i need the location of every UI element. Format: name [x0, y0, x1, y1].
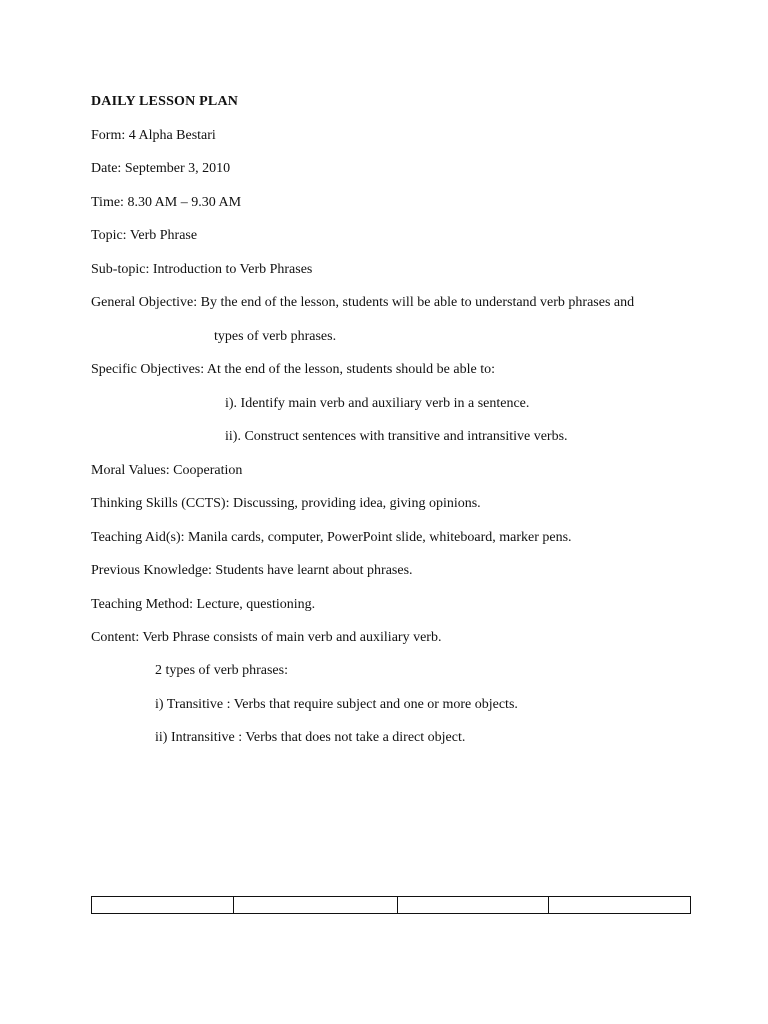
table-row	[92, 897, 691, 914]
content-types-heading: 2 types of verb phrases:	[155, 663, 288, 678]
specific-objectives-intro: Specific Objectives: At the end of the lesson, students should be able to:	[91, 362, 495, 377]
form-line: Form: 4 Alpha Bestari	[91, 128, 216, 143]
table-cell	[398, 897, 549, 914]
teaching-aids-line: Teaching Aid(s): Manila cards, computer, PowerPoint slide, whiteboard, marker pens.	[91, 530, 572, 545]
table-cell	[92, 897, 234, 914]
general-objective-line-2: types of verb phrases.	[214, 329, 337, 344]
specific-objective-item: i). Identify main verb and auxiliary verb in a sentence.	[225, 396, 530, 411]
teaching-method-line: Teaching Method: Lecture, questioning.	[91, 597, 316, 612]
moral-values-line: Moral Values: Cooperation	[91, 463, 243, 478]
time-line: Time: 8.30 AM – 9.30 AM	[91, 195, 242, 210]
content-type-item: ii) Intransitive : Verbs that does not take a direct object.	[155, 730, 466, 745]
thinking-skills-line: Thinking Skills (CCTS): Discussing, providing idea, giving opinions.	[91, 496, 481, 511]
content-type-item: i) Transitive : Verbs that require subject and one or more objects.	[155, 697, 518, 712]
general-objective-line-1: General Objective: By the end of the lesson, students will be able to understand verb phrases and	[91, 295, 635, 310]
specific-objective-item: ii). Construct sentences with transitive and intransitive verbs.	[225, 429, 568, 444]
empty-table	[91, 896, 691, 914]
content-line: Content: Verb Phrase consists of main verb and auxiliary verb.	[91, 630, 442, 645]
table-cell	[549, 897, 691, 914]
table-cell	[234, 897, 398, 914]
document-title: DAILY LESSON PLAN	[91, 94, 239, 109]
topic-line: Topic: Verb Phrase	[91, 228, 198, 243]
previous-knowledge-line: Previous Knowledge: Students have learnt about phrases.	[91, 563, 413, 578]
subtopic-line: Sub-topic: Introduction to Verb Phrases	[91, 262, 313, 277]
date-line: Date: September 3, 2010	[91, 161, 231, 176]
